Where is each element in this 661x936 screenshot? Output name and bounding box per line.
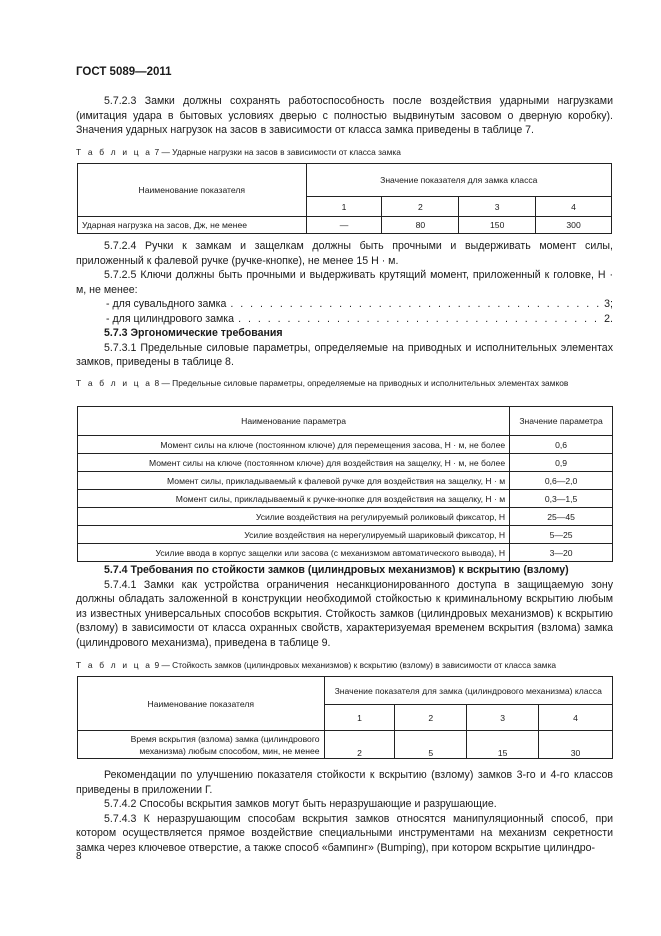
table-8-caption-text: 8 — Предельные силовые параметры, определяемые на приводных и исполнительных элементах замков bbox=[154, 378, 569, 388]
table-7-caption bbox=[76, 147, 616, 158]
table-7-value-cell: 80 bbox=[382, 217, 459, 234]
page-number: 8 bbox=[76, 851, 82, 862]
paragraph-5-7-2-4: 5.7.2.4 Ручки к замкам и защелкам должны быть прочными и выдерживать момент силы, приложенный к фалевой ручке (ручке-кнопке), не менее 15 Н · м. bbox=[76, 240, 613, 267]
section-5-7-2-4-to-5-7-3-1 bbox=[76, 239, 613, 370]
key-item-label: - для цилиндрового замка bbox=[106, 312, 235, 325]
section-5-7-2-3 bbox=[76, 94, 613, 138]
leader-dots bbox=[226, 297, 604, 312]
table-7-row-label: Ударная нагрузка на засов, Дж, не менее bbox=[78, 217, 307, 234]
leader-dots bbox=[234, 312, 604, 327]
key-item-label: - для сувальдного замка bbox=[106, 298, 227, 310]
table-9-class-cell: 1 bbox=[324, 705, 395, 731]
table-9-class-cell: 4 bbox=[539, 705, 613, 731]
table-9-value-cell: 5 bbox=[395, 731, 467, 759]
table-8-name-header: Наименование параметра bbox=[78, 407, 510, 436]
table-8-param-value: 0,3—1,5 bbox=[510, 490, 613, 508]
heading-5-7-3: 5.7.3 Эргономические требования bbox=[104, 327, 283, 339]
table-9-caption-text: 9 — Стойкость замков (цилиндровых механизмов) к вскрытию (взлому) в зависимости от класса замка bbox=[154, 660, 557, 670]
table-8-value-header: Значение параметра bbox=[510, 407, 613, 436]
table-8-param-name: Момент силы на ключе (постоянном ключе) для перемещения засова, Н · м, не более bbox=[78, 436, 510, 454]
table-9-row-label: Время вскрытия (взлома) замка (цилиндрового механизма) любым способом, мин, не менее bbox=[78, 731, 325, 759]
key-item-cylinder bbox=[106, 312, 613, 327]
table-7-value-cell: 300 bbox=[536, 217, 612, 234]
table-8-row bbox=[78, 472, 613, 490]
table-8-param-name: Момент силы, прикладываемый к ручке-кнопке для воздействия на защелку, Н · м bbox=[78, 490, 510, 508]
table-9-caption-prefix: Т а б л и ц а bbox=[76, 660, 153, 670]
table-8-param-name: Усилие ввода в корпус защелки или засова (с механизмом автоматического вывода), Н bbox=[78, 544, 510, 562]
table-7-class-cell: 3 bbox=[459, 197, 536, 217]
heading-5-7-4: 5.7.4 Требования по стойкости замков (цилиндровых механизмов) к вскрытию (взлому) bbox=[104, 564, 569, 576]
table-8-row bbox=[78, 508, 613, 526]
paragraph-5-7-4-2: 5.7.4.2 Способы вскрытия замков могут быть неразрушающие и разрушающие. bbox=[104, 798, 497, 810]
table-8-param-value: 5—25 bbox=[510, 526, 613, 544]
table-9 bbox=[77, 676, 613, 759]
paragraph-5-7-4-1: 5.7.4.1 Замки как устройства ограничения несанкционированного доступа в защищаемую зону должны обладать заложенной в конструкции необходимой стойкостью к криминальному вскрытию любым из известных универсальных способов вскрытия. Стойкость замков (цилиндровых механизмов) к вскрытию (взлому) в зависимости от класса охранных свойств, характеризуемая временем вскрытия (взлома) замка (цилиндрового механизма), приведена в таблице 9. bbox=[76, 578, 613, 649]
table-8-row bbox=[78, 454, 613, 472]
paragraph-5-7-2-3: 5.7.2.3 Замки должны сохранять работоспособность после воздействия ударными нагрузками (имитация удара в бытовых условиях дверью с полностью выдвинутым засовом о дверную коробку). Значения ударных нагрузок на засов в зависимости от класса замка приведены в таблице 7. bbox=[76, 95, 613, 136]
table-8-param-value: 0,6 bbox=[510, 436, 613, 454]
table-7-caption-prefix: Т а б л и ц а bbox=[76, 147, 153, 157]
key-item-value: 2. bbox=[604, 312, 613, 325]
paragraph-5-7-4-3: 5.7.4.3 К неразрушающим способам вскрытия замков относятся манипуляционный способ, при котором осуществляется прямое воздействие специальными инструментами на механизм секретности замка через ключевое отверстие, а также способ «бампинг» (Bumping), при котором вскрытие цилиндро- bbox=[76, 812, 613, 854]
table-8-param-name: Усилие воздействия на нерегулируемый шариковый фиксатор, Н bbox=[78, 526, 510, 544]
table-7-value-cell: 150 bbox=[459, 217, 536, 234]
table-9-caption bbox=[76, 660, 616, 671]
table-8-param-value: 3—20 bbox=[510, 544, 613, 562]
table-7-class-cell: 4 bbox=[536, 197, 612, 217]
table-7 bbox=[77, 163, 612, 234]
table-8-param-value: 0,6—2,0 bbox=[510, 472, 613, 490]
paragraph-5-7-3-1: 5.7.3.1 Предельные силовые параметры, определяемые на приводных и исполнительных элементах замков, приведены в таблице 8. bbox=[76, 341, 613, 368]
key-item-value: 3; bbox=[604, 298, 613, 310]
section-recommendations bbox=[76, 768, 613, 855]
table-8-param-name: Момент силы, прикладываемый к фалевой ручке для воздействия на защелку, Н · м bbox=[78, 472, 510, 490]
table-9-value-cell: 2 bbox=[324, 731, 395, 759]
table-9-class-cell: 3 bbox=[467, 705, 539, 731]
table-8-row bbox=[78, 490, 613, 508]
table-7-header-row bbox=[78, 164, 612, 197]
table-9-group-header: Значение показателя для замка (цилиндрового механизма) класса bbox=[324, 677, 612, 705]
table-8-param-value: 25—45 bbox=[510, 508, 613, 526]
table-8-header-row bbox=[78, 407, 613, 436]
table-8-row bbox=[78, 436, 613, 454]
table-9-data-row bbox=[78, 731, 613, 759]
table-8 bbox=[77, 406, 613, 562]
table-8-param-name: Усилие воздействия на регулируемый роликовый фиксатор, Н bbox=[78, 508, 510, 526]
table-7-class-cell: 2 bbox=[382, 197, 459, 217]
table-7-value-cell: — bbox=[306, 217, 382, 234]
table-8-param-value: 0,9 bbox=[510, 454, 613, 472]
table-7-class-cell: 1 bbox=[306, 197, 382, 217]
paragraph-5-7-2-5: 5.7.2.5 Ключи должны быть прочными и выдерживать крутящий момент, приложенный к головке, Н · м, не менее: bbox=[76, 269, 613, 296]
table-7-data-row bbox=[78, 217, 612, 234]
table-8-caption bbox=[76, 378, 616, 389]
table-9-header-row bbox=[78, 677, 613, 705]
document-header: ГОСТ 5089—2011 bbox=[76, 66, 172, 78]
table-7-param-header: Наименование показателя bbox=[78, 164, 307, 217]
table-8-caption-prefix: Т а б л и ц а bbox=[76, 378, 153, 388]
table-7-caption-text: 7 — Ударные нагрузки на засов в зависимости от класса замка bbox=[154, 147, 401, 157]
table-7-group-header: Значение показателя для замка класса bbox=[306, 164, 611, 197]
table-9-class-cell: 2 bbox=[395, 705, 467, 731]
table-8-row bbox=[78, 544, 613, 562]
table-8-row bbox=[78, 526, 613, 544]
table-8-param-name: Момент силы на ключе (постоянном ключе) для воздействия на защелку, Н · м, не более bbox=[78, 454, 510, 472]
section-5-7-4 bbox=[76, 563, 613, 650]
key-item-suvaldny bbox=[106, 297, 613, 312]
paragraph-recommendations: Рекомендации по улучшению показателя стойкости к вскрытию (взлому) замков 3-го и 4-го классов приведены в приложении Г. bbox=[76, 769, 613, 796]
table-9-value-cell: 15 bbox=[467, 731, 539, 759]
table-9-value-cell: 30 bbox=[539, 731, 613, 759]
table-9-param-header: Наименование показателя bbox=[78, 677, 325, 731]
